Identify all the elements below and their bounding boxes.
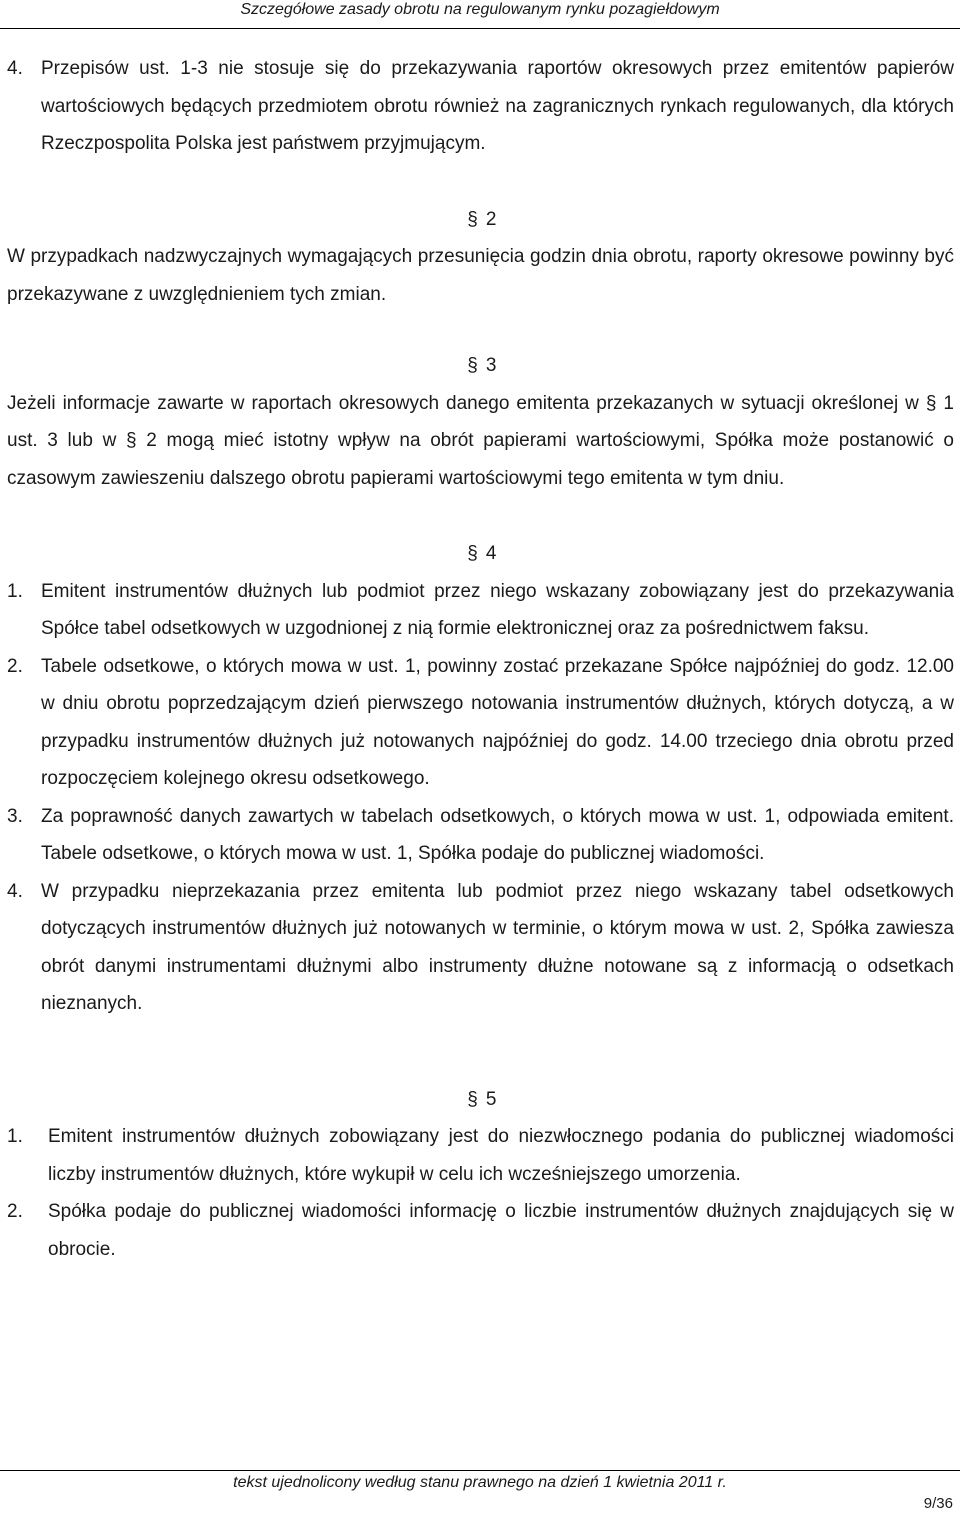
footer-rule [0, 1470, 960, 1471]
section-4-item-3 [7, 798, 954, 873]
section-4-item-2 [7, 648, 954, 798]
section-number: 5 [485, 1088, 497, 1110]
section-symbol: § [467, 355, 478, 376]
section-4-item-4 [7, 873, 954, 1023]
intro-point [7, 50, 954, 163]
section-number: 4 [485, 543, 497, 564]
footer-note: tekst ujednolicony według stanu prawnego na dzień 1 kwietnia 2011 r. [233, 1474, 727, 1491]
page-number: 9/36 [923, 1495, 953, 1512]
section-5-item-2 [7, 1193, 954, 1268]
item-number: 2. [7, 655, 23, 677]
item-number: 3. [7, 805, 23, 827]
item-text: Emitent instrumentów dłużnych lub podmiot przez niego wskazany zobowiązany jest do przekazywania Spółce tabel odsetkowych w uzgodnionej z nią formie elektronicznej oraz za pośrednictwem faksu. [41, 580, 954, 639]
item-text: W przypadku nieprzekazania przez emitenta lub podmiot przez niego wskazany tabel odsetkowych dotyczących instrumentów dłużnych już notowanych w terminie, o którym mowa w ust. 2, Spółka zawiesza obrót danymi instrumentami dłużnymi albo instrumenty dłużne notowane są z informacją o odsetkach nieznanych. [41, 880, 954, 1014]
item-number: 1. [7, 1126, 23, 1147]
item-number: 2. [7, 1201, 23, 1222]
point-text: Przepisów ust. 1-3 nie stosuje się do przekazywania raportów okresowych przez emitentów papierów wartościowych będących przedmiotem obrotu również na zagranicznych rynkach regulowanych, dla których Rzeczpospolita Polska jest państwem przyjmującym. [41, 58, 954, 154]
header-rule [0, 28, 960, 29]
section-symbol: § [467, 1088, 478, 1110]
section-heading-3 [7, 347, 954, 385]
section-heading-2 [7, 201, 954, 239]
item-number: 1. [7, 580, 23, 602]
section-number: 2 [485, 208, 497, 230]
section-2-text: W przypadkach nadzwyczajnych wymagających przesunięcia godzin dnia obrotu, raporty okresowe powinny być przekazywane z uwzględnieniem tych zmian. [7, 246, 954, 305]
item-text: Za poprawność danych zawartych w tabelach odsetkowych, o których mowa w ust. 1, odpowiada emitent. Tabele odsetkowe, o których mowa w ust. 1, Spółka podaje do publicznej wiadomości. [41, 805, 954, 864]
section-symbol: § [467, 208, 478, 230]
running-header: Szczegółowe zasady obrotu na regulowanym rynku pozagiełdowym [240, 1, 720, 18]
document-body [7, 50, 954, 1268]
section-number: 3 [485, 355, 497, 376]
item-text: Emitent instrumentów dłużnych zobowiązany jest do niezwłocznego podania do publicznej wiadomości liczby instrumentów dłużnych, które wykupił w celu ich wcześniejszego umorzenia. [48, 1126, 954, 1185]
item-text: Spółka podaje do publicznej wiadomości informację o liczbie instrumentów dłużnych znajdujących się w obrocie. [48, 1201, 954, 1260]
section-4-item-1 [7, 573, 954, 648]
section-3-text: Jeżeli informacje zawarte w raportach okresowych danego emitenta przekazanych w sytuacji określonej w § 1 ust. 3 lub w § 2 mogą mieć istotny wpływ na obrót papierami wartościowymi, Spółka może postanowić o czasowym zawieszeniu dalszego obrotu papierami wartościowymi tego emitenta w tym dniu. [7, 392, 954, 489]
section-symbol: § [467, 543, 478, 564]
item-text: Tabele odsetkowe, o których mowa w ust. 1, powinny zostać przekazane Spółce najpóźniej do godz. 12.00 w dniu obrotu poprzedzającym dzień pierwszego notowania instrumentów dłużnych, których dotyczą, a w przypadku instrumentów dłużnych już notowanych najpóźniej do godz. 14.00 trzeciego dnia obrotu przed rozpoczęciem kolejnego okresu odsetkowego. [41, 655, 954, 789]
section-heading-5 [7, 1081, 954, 1119]
section-heading-4 [7, 535, 954, 573]
point-number: 4. [7, 58, 23, 79]
section-5-item-1 [7, 1118, 954, 1193]
item-number: 4. [7, 880, 23, 902]
